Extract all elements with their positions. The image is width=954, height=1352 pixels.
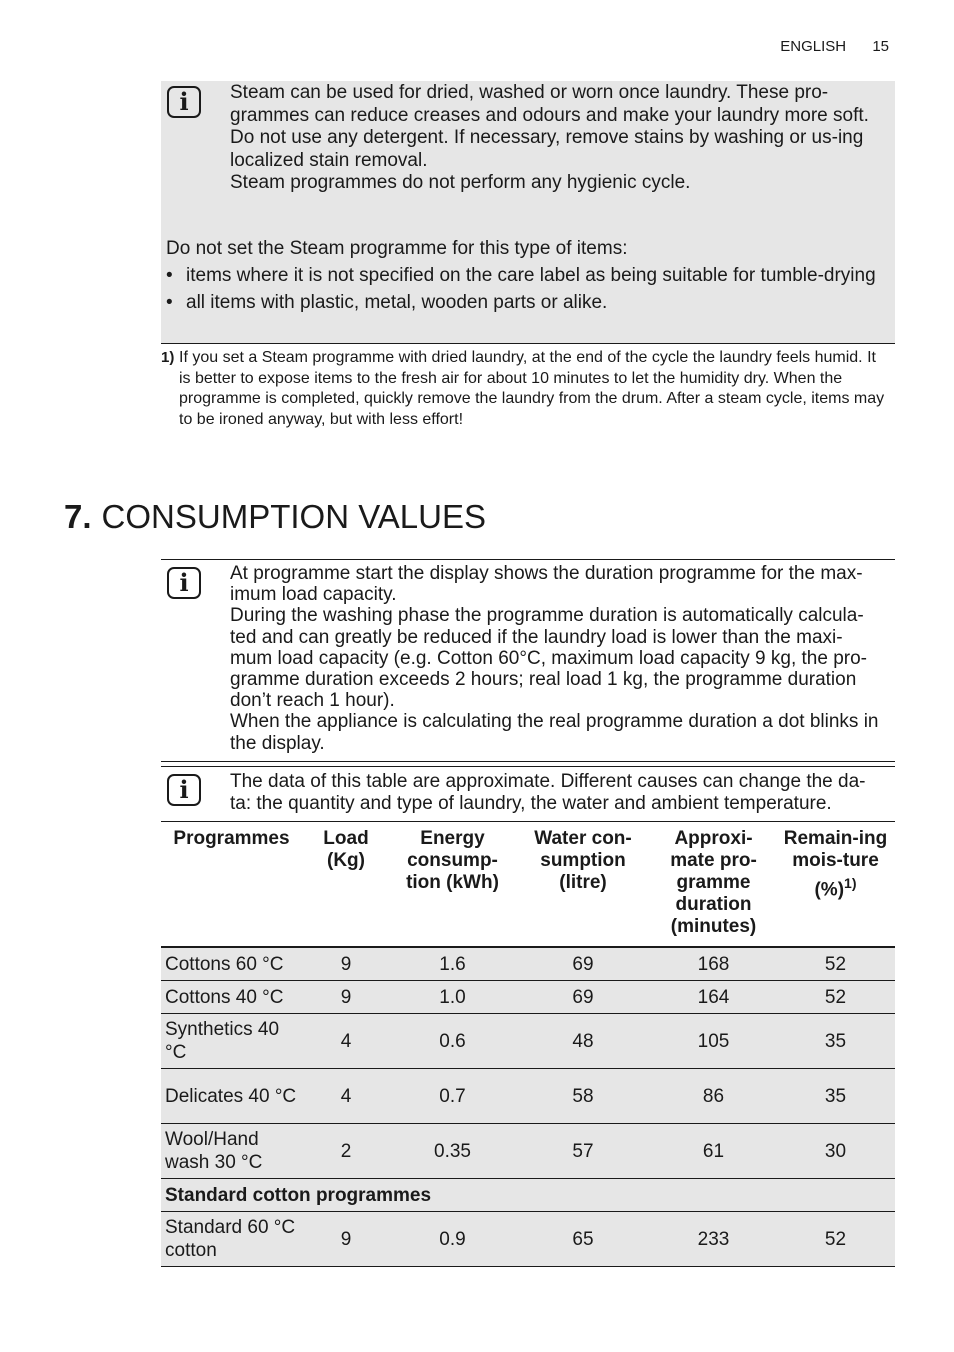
energy-cell: 0.6 xyxy=(390,1014,515,1069)
column-header-energy: Energy consump-tion (kWh) xyxy=(390,822,515,947)
duration-cell: 164 xyxy=(651,981,776,1014)
column-header-load: Load (Kg) xyxy=(302,822,390,947)
column-header-water: Water con-sumption (litre) xyxy=(515,822,651,947)
page-header xyxy=(780,38,889,55)
steam-restrictions-intro: Do not set the Steam programme for this type of items: xyxy=(166,238,628,259)
duration-note-paragraph: At programme start the display shows the duration programme for the max-imum load capacity. xyxy=(230,563,863,606)
column-header-programmes: Programmes xyxy=(161,822,302,947)
load-cell: 9 xyxy=(302,947,390,981)
table-row xyxy=(161,947,895,981)
water-cell: 48 xyxy=(515,1014,651,1069)
programme-cell: Synthetics 40 °C xyxy=(161,1014,302,1069)
water-cell: 58 xyxy=(515,1069,651,1124)
section-number: 7. xyxy=(64,498,92,535)
steam-note-paragraph: Steam can be used for dried, washed or worn once laundry. These pro-grammes can reduce creases and odours and make your laundry more soft. xyxy=(230,82,869,126)
programme-cell: Cottons 40 °C xyxy=(161,981,302,1014)
section-title xyxy=(64,498,486,536)
footnote-text: If you set a Steam programme with dried laundry, at the end of the cycle the laundry feels humid. It is better to expose items to the fresh air for about 10 minutes to let the humidity dry. When the programme is completed, quickly remove the laundry from the drum. After a steam cycle, items may to be ironed anyway, but with less effort! xyxy=(179,349,885,428)
load-cell: 4 xyxy=(302,1014,390,1069)
water-cell: 69 xyxy=(515,981,651,1014)
water-cell: 57 xyxy=(515,1124,651,1179)
steam-restrictions xyxy=(166,237,881,318)
load-cell: 4 xyxy=(302,1069,390,1124)
table-row xyxy=(161,1124,895,1179)
programme-cell: Standard 60 °C cotton xyxy=(161,1212,302,1267)
energy-cell: 1.0 xyxy=(390,981,515,1014)
table-row xyxy=(161,1212,895,1267)
steam-restrictions-list xyxy=(166,264,881,314)
table-header-row xyxy=(161,822,895,947)
data-note-text: The data of this table are approximate. Different causes can change the da-ta: the quantity and type of laundry, the water and ambient temperature. xyxy=(230,771,866,814)
water-cell: 69 xyxy=(515,947,651,981)
steam-note-paragraph: Do not use any detergent. If necessary, remove stains by washing or us-ing localized stain removal. xyxy=(230,127,864,171)
duration-cell: 105 xyxy=(651,1014,776,1069)
duration-cell: 86 xyxy=(651,1069,776,1124)
page-number: 15 xyxy=(872,38,889,55)
table-row xyxy=(161,1014,895,1069)
duration-info-box xyxy=(161,560,895,756)
info-icon: i xyxy=(167,86,201,118)
programme-cell: Delicates 40 °C xyxy=(161,1069,302,1124)
footnote-marker: 1) xyxy=(161,349,175,366)
divider xyxy=(161,343,895,344)
language-label: ENGLISH xyxy=(780,38,847,55)
duration-note-paragraph: When the appliance is calculating the real programme duration a dot blinks in the display. xyxy=(230,711,879,754)
load-cell: 2 xyxy=(302,1124,390,1179)
moisture-cell: 30 xyxy=(776,1124,895,1179)
steam-note-paragraph: Steam programmes do not perform any hygienic cycle. xyxy=(230,172,691,193)
energy-cell: 1.6 xyxy=(390,947,515,981)
table-section-row xyxy=(161,1179,895,1212)
moisture-cell: 52 xyxy=(776,981,895,1014)
load-cell: 9 xyxy=(302,1212,390,1267)
moisture-cell: 35 xyxy=(776,1014,895,1069)
moisture-cell: 52 xyxy=(776,1212,895,1267)
duration-note-paragraph: During the washing phase the programme duration is automatically calcula-ted and can greatly be reduced if the laundry load is lower than the maxi-mum load capacity (e.g. Cotton 60°C, maximum load capacity 9 kg, the pro-gramme duration exceeds 2 hours; real load 1 kg, the programme duration don’t reach 1 hour). xyxy=(230,605,867,712)
consumption-table xyxy=(161,822,895,1267)
footnote xyxy=(161,348,891,430)
moisture-cell: 35 xyxy=(776,1069,895,1124)
table-row xyxy=(161,1069,895,1124)
info-icon: i xyxy=(167,567,201,599)
table-row xyxy=(161,981,895,1014)
info-icon: i xyxy=(167,774,201,806)
list-item: • all items with plastic, metal, wooden parts or alike. xyxy=(166,291,881,314)
programme-cell: Wool/Hand wash 30 °C xyxy=(161,1124,302,1179)
programme-cell: Cottons 60 °C xyxy=(161,947,302,981)
column-header-moisture-label: Remain-ing mois-ture (%) xyxy=(783,828,888,901)
duration-cell: 168 xyxy=(651,947,776,981)
duration-note-text xyxy=(230,563,881,754)
energy-cell: 0.9 xyxy=(390,1212,515,1267)
standard-programmes-label: Standard cotton programmes xyxy=(161,1179,895,1212)
duration-cell: 61 xyxy=(651,1124,776,1179)
moisture-cell: 52 xyxy=(776,947,895,981)
section-title-text: CONSUMPTION VALUES xyxy=(101,498,486,535)
steam-note-text xyxy=(230,82,881,195)
energy-cell: 0.35 xyxy=(390,1124,515,1179)
footnote-reference: 1) xyxy=(844,875,857,891)
steam-info-box xyxy=(161,81,895,343)
water-cell: 65 xyxy=(515,1212,651,1267)
divider xyxy=(161,761,895,762)
duration-cell: 233 xyxy=(651,1212,776,1267)
data-info-box xyxy=(161,767,895,819)
load-cell: 9 xyxy=(302,981,390,1014)
energy-cell: 0.7 xyxy=(390,1069,515,1124)
list-item: • items where it is not specified on the care label as being suitable for tumble-drying xyxy=(166,264,881,287)
column-header-moisture xyxy=(776,822,895,947)
column-header-duration: Approxi-mate pro-gramme duration (minutes) xyxy=(651,822,776,947)
